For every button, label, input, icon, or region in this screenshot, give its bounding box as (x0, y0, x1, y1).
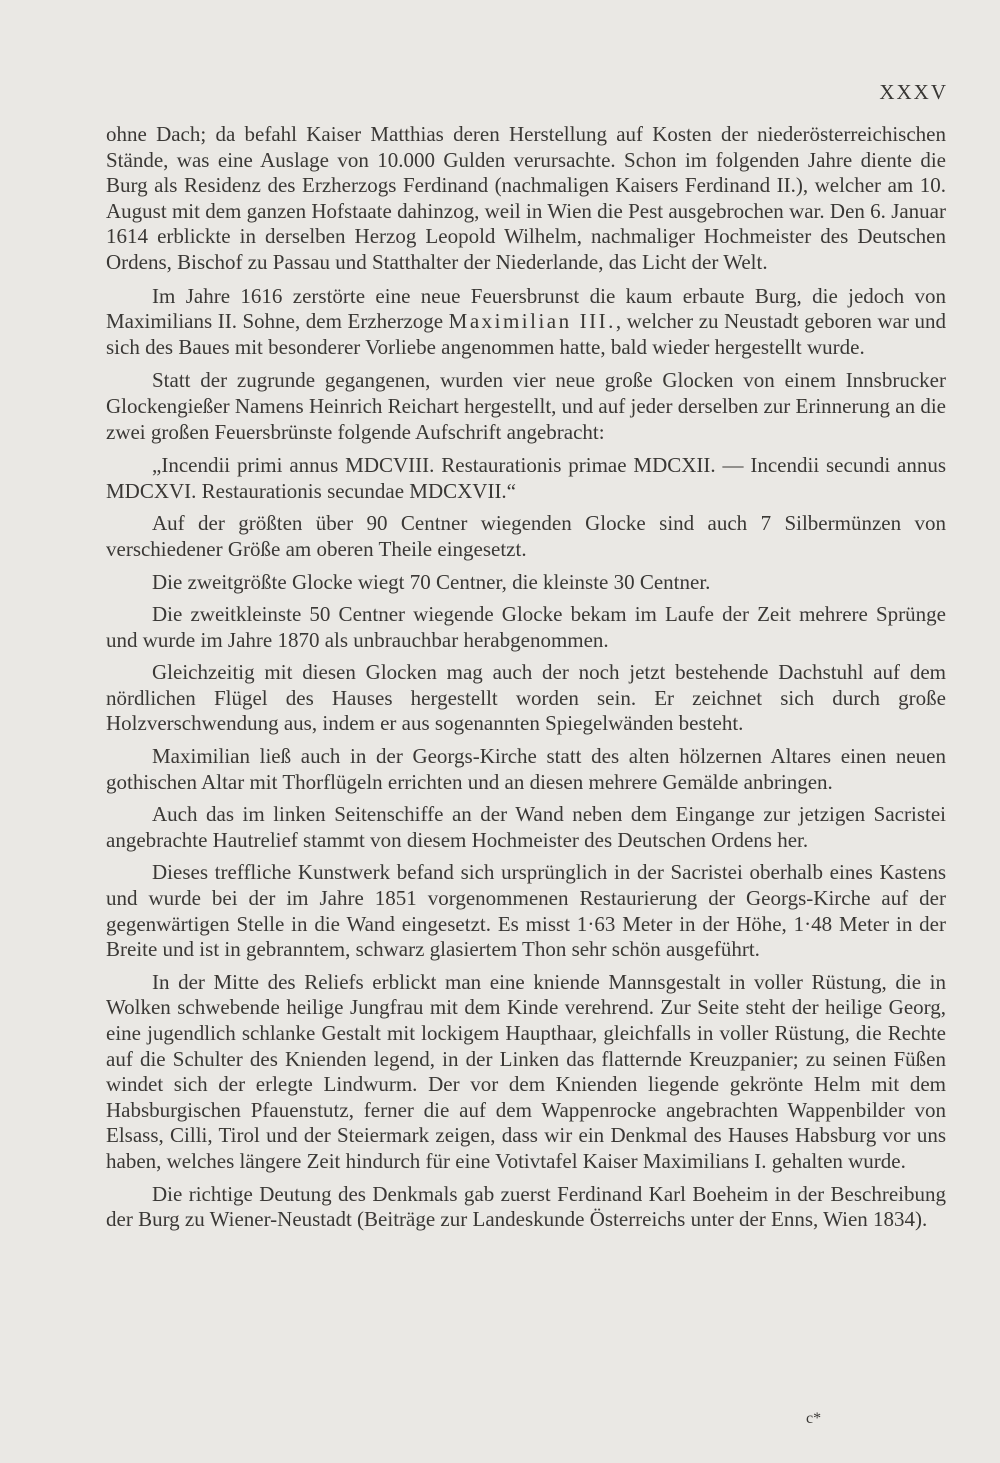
paragraph: Die zweitkleinste 50 Centner wiegende Glocke bekam im Laufe der Zeit mehrere Sprünge und wurde im Jahre 1870 als unbrauchbar herabgenommen. (106, 602, 946, 652)
body-text (106, 122, 946, 1240)
paragraph-text: , welcher zu Neustadt geboren war und sich des Baues mit besonderer Vorliebe angenommen hatte, bald wieder hergestellt wurde. (106, 309, 946, 359)
inscription-quote: „Incendii primi annus MDCVIII. Restaurationis primae MDCXII. — Incendii secundi annus MDCXVI. Restaurationis secundae MDCXVII.“ (106, 453, 946, 503)
paragraph: Dieses treffliche Kunstwerk befand sich ursprünglich in der Sacristei oberhalb eines Kastens und wurde bei der im Jahre 1851 vorgenommenen Restaurierung der Georgs-Kirche auf der gegenwärtigen Stelle in die Wand eingesetzt. Es misst 1·63 Meter in der Höhe, 1·48 Meter in der Breite und ist in gebranntem, schwarz glasiertem Thon sehr schön ausgeführt. (106, 860, 946, 962)
paragraph: Statt der zugrunde gegangenen, wurden vier neue große Glocken von einem Innsbrucker Glockengießer Namens Heinrich Reichart hergestellt, und auf jeder derselben zur Erinnerung an die zwei großen Feuersbrünste folgende Aufschrift angebracht: (106, 368, 946, 444)
paragraph: Maximilian ließ auch in der Georgs-Kirche statt des alten hölzernen Altares einen neuen gothischen Altar mit Thorflügeln errichten und an diesen mehrere Gemälde anbringen. (106, 744, 946, 794)
paragraph: Die richtige Deutung des Denkmals gab zuerst Ferdinand Karl Boeheim in der Beschreibung der Burg zu Wiener-Neustadt (Beiträge zur Landeskunde Österreichs unter der Enns, Wien 1834). (106, 1181, 946, 1232)
paragraph: In der Mitte des Reliefs erblickt man eine kniende Mannsgestalt in voller Rüstung, die in Wolken schwebende heilige Jungfrau mit dem Kinde verehrend. Zur Seite steht der heilige Georg, eine jugendlich schlanke Gestalt mit lockigem Haupthaar, gleichfalls in voller Rüstung, die Rechte auf die Schulter des Knienden legend, in der Linken das flatternde Kreuzpanier; zu seinen Füßen windet sich der erlegte Lindwurm. Der vor dem Knienden liegende gekrönte Helm mit dem Habsburgischen Pfauenstutz, ferner die auf dem Wappenrocke angebrachten Wappenbilder von Elsass, Cilli, Tirol und der Steiermark zeigen, dass wir ein Denkmal des Hauses Habsburg vor uns haben, welches längere Zeit hindurch für eine Votivtafel Kaiser Maximilians I. gehalten wurde. (106, 969, 946, 1173)
paragraph (106, 284, 946, 361)
page-number: XXXV (879, 80, 948, 104)
paragraph-text: Im Jahre 1616 zerstörte eine neue Feuersbrunst die kaum erbaute Burg, die jedoch von Maximilians II. Sohne, dem Erzherzoge (106, 283, 946, 334)
signature-mark: c* (806, 1410, 822, 1427)
paragraph: Auf der größten über 90 Centner wiegenden Glocke sind auch 7 Silbermünzen von verschiedener Größe am oberen Theile eingesetzt. (106, 511, 946, 561)
spaced-name: Maximilian III. (448, 309, 616, 334)
paragraph: Die zweitgrößte Glocke wiegt 70 Centner, die kleinste 30 Centner. (152, 569, 711, 594)
paragraph: Gleichzeitig mit diesen Glocken mag auch der noch jetzt bestehende Dachstuhl auf dem nördlichen Flügel des Hauses hergestellt worden sein. Er zeichnet sich durch große Holzverschwendung aus, indem er aus sogenannten Spiegelwänden besteht. (106, 660, 946, 736)
paragraph: ohne Dach; da befahl Kaiser Matthias deren Herstellung auf Kosten der niederösterreichischen Stände, was eine Auslage von 10.000 Gulden verursachte. Schon im folgenden Jahre diente die Burg als Residenz des Erzherzogs Ferdinand (nachmaligen Kaisers Ferdinand II.), welcher am 10. August mit dem ganzen Hofstaate dahinzog, weil in Wien die Pest ausgebrochen war. Den 6. Januar 1614 erblickte in derselben Herzog Leopold Wilhelm, nachmaliger Hochmeister des Deutschen Ordens, Bischof zu Passau und Statthalter der Niederlande, das Licht der Welt. (106, 122, 946, 274)
paragraph: Auch das im linken Seitenschiffe an der Wand neben dem Eingange zur jetzigen Sacristei angebrachte Hautrelief stammt von diesem Hochmeister des Deutschen Ordens her. (106, 802, 946, 852)
